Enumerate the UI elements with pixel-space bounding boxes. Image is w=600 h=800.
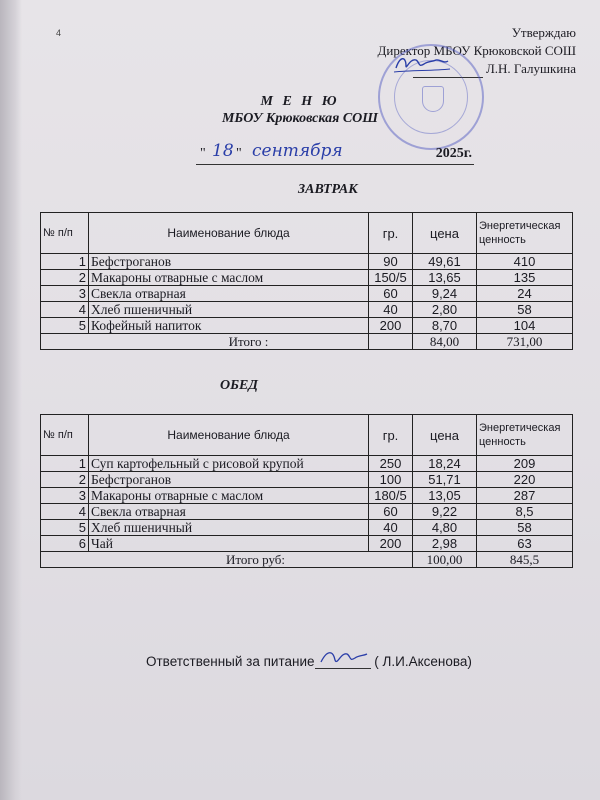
date-day: 18 bbox=[212, 141, 234, 161]
dish-price: 13,65 bbox=[413, 270, 477, 286]
row-num: 3 bbox=[41, 488, 89, 504]
dish-weight: 150/5 bbox=[369, 270, 413, 286]
row-num: 1 bbox=[41, 456, 89, 472]
row-num: 1 bbox=[41, 254, 89, 270]
col-price-header: цена bbox=[413, 213, 477, 254]
row-num: 4 bbox=[41, 302, 89, 318]
lunch-table bbox=[40, 414, 573, 568]
row-num: 5 bbox=[41, 318, 89, 334]
col-energy-header: Энергетическая ценность bbox=[477, 213, 573, 254]
dish-name: Макароны отварные с маслом bbox=[89, 488, 369, 504]
table-row bbox=[41, 472, 573, 488]
dish-price: 9,22 bbox=[413, 504, 477, 520]
total-energy: 845,5 bbox=[477, 552, 573, 568]
row-num: 5 bbox=[41, 520, 89, 536]
total-energy: 731,00 bbox=[477, 334, 573, 350]
responsible-name: ( Л.И.Аксенова) bbox=[374, 654, 472, 669]
dish-price: 49,61 bbox=[413, 254, 477, 270]
dish-price: 18,24 bbox=[413, 456, 477, 472]
dish-name: Бефстроганов bbox=[89, 472, 369, 488]
breakfast-title: ЗАВТРАК bbox=[298, 182, 358, 197]
total-weight-empty bbox=[369, 334, 413, 350]
dish-energy: 209 bbox=[477, 456, 573, 472]
table-row bbox=[41, 504, 573, 520]
table-row bbox=[41, 270, 573, 286]
col-name-header: Наименование блюда bbox=[89, 415, 369, 456]
date-line bbox=[196, 141, 474, 165]
dish-energy: 58 bbox=[477, 520, 573, 536]
col-weight-header: гр. bbox=[369, 415, 413, 456]
menu-title: М Е Н Ю bbox=[260, 94, 340, 109]
dish-name: Макароны отварные с маслом bbox=[89, 270, 369, 286]
dish-price: 8,70 bbox=[413, 318, 477, 334]
dish-energy: 410 bbox=[477, 254, 573, 270]
total-label: Итого : bbox=[41, 334, 369, 350]
dish-weight: 90 bbox=[369, 254, 413, 270]
dish-name: Суп картофельный с рисовой крупой bbox=[89, 456, 369, 472]
table-row bbox=[41, 456, 573, 472]
dish-energy: 220 bbox=[477, 472, 573, 488]
col-price-header: цена bbox=[413, 415, 477, 456]
dish-name: Свекла отварная bbox=[89, 504, 369, 520]
dish-name: Чай bbox=[89, 536, 369, 552]
dish-name: Бефстроганов bbox=[89, 254, 369, 270]
total-price: 84,00 bbox=[413, 334, 477, 350]
table-row bbox=[41, 302, 573, 318]
dish-price: 2,80 bbox=[413, 302, 477, 318]
dish-name: Хлеб пшеничный bbox=[89, 520, 369, 536]
dish-weight: 40 bbox=[369, 520, 413, 536]
date-month: сентября bbox=[252, 141, 343, 161]
responsible-signature bbox=[317, 646, 369, 668]
table-header bbox=[41, 415, 573, 456]
dish-energy: 63 bbox=[477, 536, 573, 552]
total-label: Итого руб: bbox=[41, 552, 413, 568]
approval-heading: Утверждаю bbox=[511, 25, 576, 40]
col-weight-header: гр. bbox=[369, 213, 413, 254]
col-num-header: № п/п bbox=[41, 415, 89, 456]
dish-energy: 24 bbox=[477, 286, 573, 302]
school-name: МБОУ Крюковская СОШ bbox=[221, 111, 379, 126]
dish-price: 13,05 bbox=[413, 488, 477, 504]
row-num: 4 bbox=[41, 504, 89, 520]
table-row bbox=[41, 254, 573, 270]
dish-weight: 40 bbox=[369, 302, 413, 318]
dish-energy: 58 bbox=[477, 302, 573, 318]
table-row bbox=[41, 286, 573, 302]
dish-price: 4,80 bbox=[413, 520, 477, 536]
dish-name: Хлеб пшеничный bbox=[89, 302, 369, 318]
total-row bbox=[41, 334, 573, 350]
col-energy-header: Энергетическая ценность bbox=[477, 415, 573, 456]
row-num: 6 bbox=[41, 536, 89, 552]
quote-close: " bbox=[236, 146, 242, 161]
quote-open: " bbox=[200, 146, 206, 161]
date-year: 2025г. bbox=[435, 146, 472, 161]
table-row bbox=[41, 488, 573, 504]
dish-name: Свекла отварная bbox=[89, 286, 369, 302]
lunch-title: ОБЕД bbox=[220, 378, 258, 393]
signature-line bbox=[315, 654, 371, 669]
dish-weight: 60 bbox=[369, 504, 413, 520]
col-name-header: Наименование блюда bbox=[89, 213, 369, 254]
table-row bbox=[41, 318, 573, 334]
dish-price: 51,71 bbox=[413, 472, 477, 488]
row-num: 2 bbox=[41, 472, 89, 488]
dish-energy: 8,5 bbox=[477, 504, 573, 520]
dish-weight: 180/5 bbox=[369, 488, 413, 504]
row-num: 3 bbox=[41, 286, 89, 302]
dish-energy: 135 bbox=[477, 270, 573, 286]
approval-position: Директор МБОУ Крюковской СОШ bbox=[377, 43, 576, 58]
dish-price: 9,24 bbox=[413, 286, 477, 302]
page-number: 4 bbox=[56, 28, 62, 38]
row-num: 2 bbox=[41, 270, 89, 286]
breakfast-table bbox=[40, 212, 573, 350]
total-price: 100,00 bbox=[413, 552, 477, 568]
dish-weight: 250 bbox=[369, 456, 413, 472]
col-num-header: № п/п bbox=[41, 213, 89, 254]
table-row bbox=[41, 536, 573, 552]
table-header bbox=[41, 213, 573, 254]
dish-weight: 60 bbox=[369, 286, 413, 302]
responsible-label: Ответственный за питание bbox=[146, 654, 315, 669]
dish-energy: 104 bbox=[477, 318, 573, 334]
dish-name: Кофейный напиток bbox=[89, 318, 369, 334]
dish-energy: 287 bbox=[477, 488, 573, 504]
approver-name: Л.Н. Галушкина bbox=[485, 61, 576, 76]
total-row bbox=[41, 552, 573, 568]
table-row bbox=[41, 520, 573, 536]
dish-price: 2,98 bbox=[413, 536, 477, 552]
dish-weight: 200 bbox=[369, 536, 413, 552]
dish-weight: 200 bbox=[369, 318, 413, 334]
dish-weight: 100 bbox=[369, 472, 413, 488]
responsible-person bbox=[146, 654, 472, 669]
